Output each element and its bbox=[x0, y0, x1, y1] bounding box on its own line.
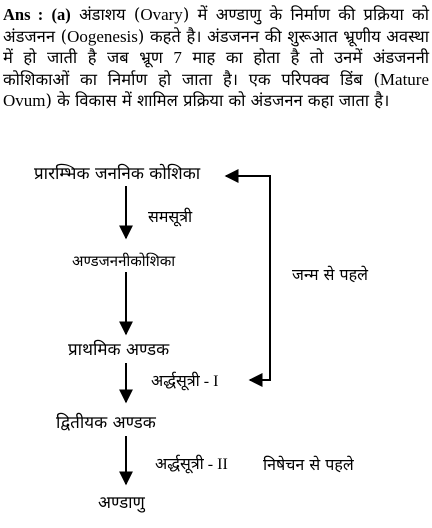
label-meiosis-1: अर्द्धसूत्री - I bbox=[151, 373, 219, 390]
term-oogenesis: Oogenesis bbox=[67, 26, 138, 46]
term-ovary: Ovary bbox=[140, 5, 183, 24]
label-before-fertilization: निषेचन से पहले bbox=[263, 455, 354, 474]
answer-text-5: ) के विकास में शामिल प्रक्रिया को अंडजनन कहा जाता है। bbox=[45, 91, 390, 110]
months-value: 7 bbox=[173, 48, 182, 67]
feedback-loop-arrow bbox=[226, 176, 270, 380]
label-meiosis-2: अर्द्धसूत्री - II bbox=[155, 456, 228, 473]
answer-text-2: ) में अण्डाणु के निर्माण की प्रक्रिया को अंडजनन ( bbox=[3, 5, 429, 46]
label-before-birth: जन्म से पहले bbox=[292, 265, 368, 284]
term-mature-ovum: Mature Ovum bbox=[3, 69, 429, 110]
label-mitosis: समसूत्री bbox=[148, 207, 193, 226]
step-oogonia: अण्डजननीकोशिका bbox=[72, 252, 176, 270]
answer-prefix: Ans : bbox=[3, 5, 44, 24]
step-secondary-oocyte: द्वितीयक अण्डक bbox=[56, 413, 156, 433]
step-primordial-germ-cell: प्रारम्भिक जननिक कोशिका bbox=[34, 164, 201, 184]
answer-part: (a) bbox=[51, 5, 71, 24]
answer-text-4: माह का होता है तो उनमें अंडजननी कोशिकाओं का निर्माण हो जाता है। एक परिपक्व डिंब ( bbox=[3, 48, 430, 89]
answer-text-1: अंडाशय ( bbox=[70, 5, 141, 24]
step-ovum: अण्डाणु bbox=[98, 493, 145, 513]
answer-text-3: ) कहते है। अंडजनन की शुरूआत भ्रूणीय अवस्था में हो जाती है जब भ्रूण bbox=[3, 26, 429, 67]
step-primary-oocyte: प्राथमिक अण्डक bbox=[68, 340, 170, 360]
